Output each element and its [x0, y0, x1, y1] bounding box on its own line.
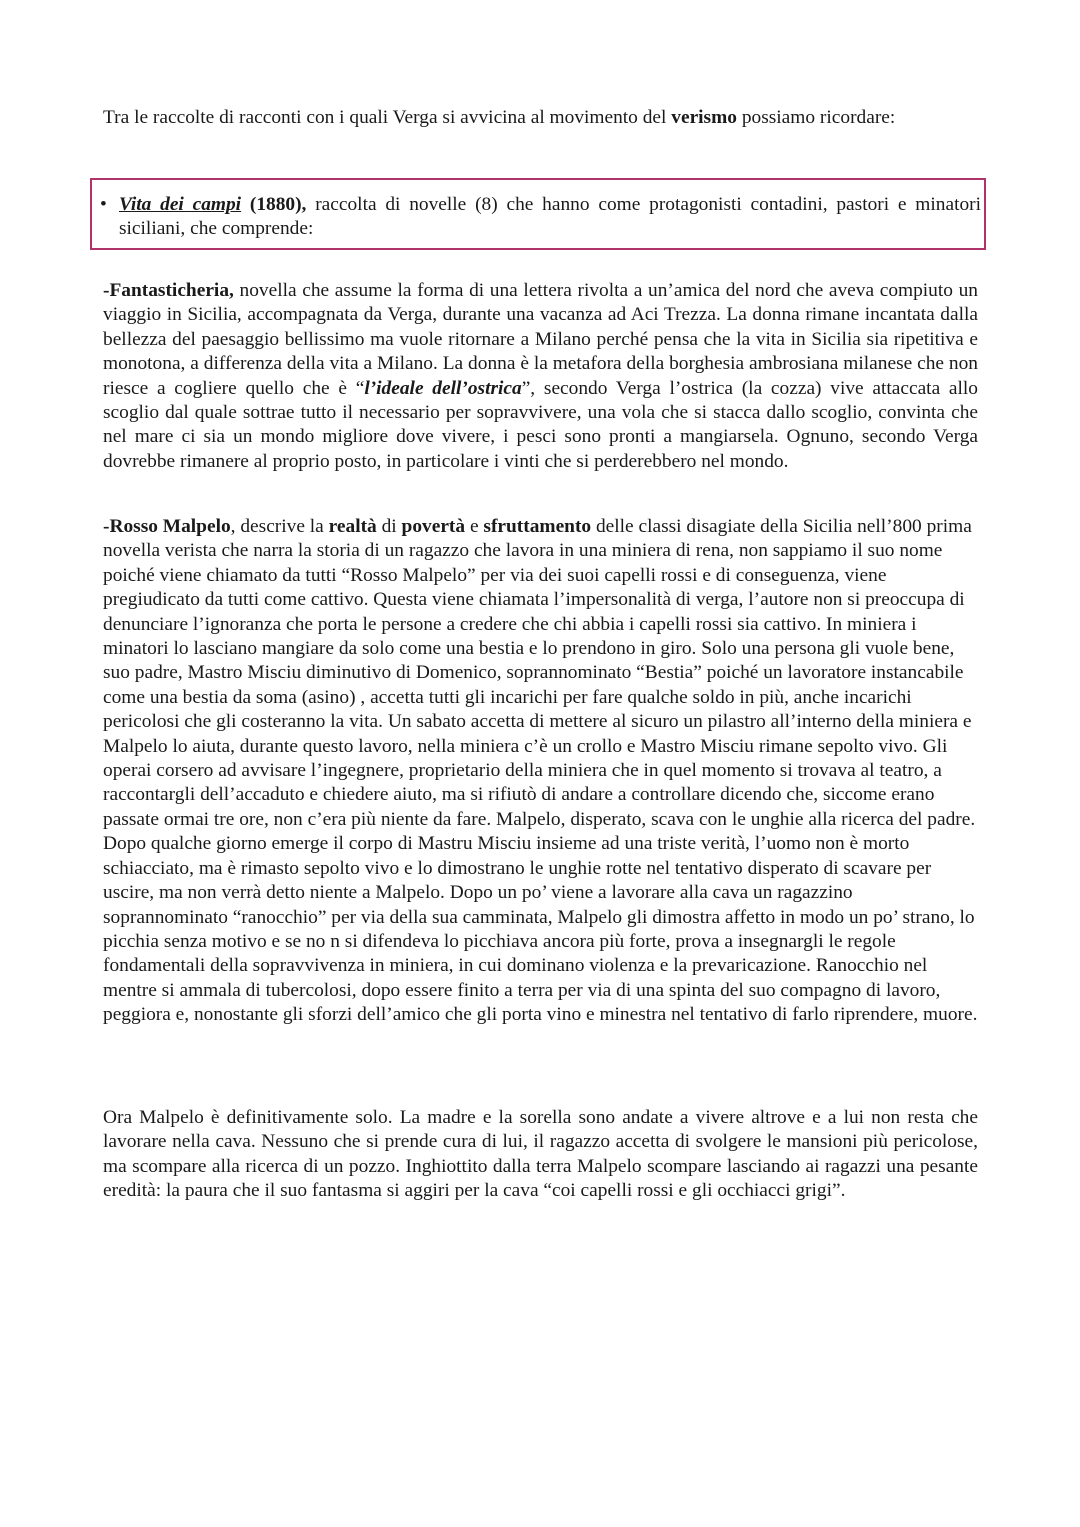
rosso-t2: di — [376, 516, 402, 537]
vita-dei-campi-box — [90, 178, 986, 250]
rosso-t3: e — [465, 516, 484, 537]
intro-text-pre: Tra le raccolte di racconti con i quali Verga si avvicina al movimento del — [103, 107, 672, 128]
bullet-icon: • — [100, 194, 107, 215]
fantasticheria-text-2: ”, secondo Verga l’ostrica (la cozza) vive attaccata allo scoglio dal quale sottrae tutto il necessario per sopravvivere, una vola che si stacca dallo scoglio, convinta che nel mare ci sia un mondo migliore dove vivere, i pesci sono pronti a mangiarsela. Ognuno, secondo Verga dovrebbe rimanere al proprio posto, in particolare i vinti che si perderebbero nel mondo. — [103, 377, 979, 472]
fantasticheria-text-1: novella che assume la forma di una lettera rivolta a un’amica del nord che aveva compiuto un viaggio in Sicilia, accompagnata da Verga, durante una vacanza ad Aci Trezza. La donna rimane incantata dalla bellezza del paesaggio bellissimo ma vuole ritornare a Milano perché pensa che la vita in Sicilia sia ripetitiva e monotona, a differenza della vita a Milano. La donna è la metafora della borghesia ambrosiana milanese che non riesce a cogliere quello che è “ — [103, 280, 978, 399]
rosso-t1: , descrive la — [230, 516, 329, 537]
fantasticheria-paragraph — [103, 279, 978, 474]
rosso-t4: delle classi disagiate della Sicilia nell’800 prima novella verista che narra la storia di un ragazzo che lavora in una miniera di rena, non sappiamo il suo nome poiché viene chiamato da tutti “Rosso Malpelo” per via dei suoi capelli rossi e di conseguenza, viene pregiudicato da tutti come cattivo. Questa viene chiamata l’impersonalità di verga, l’autore non si preoccupa di denunciare l’ignoranza che porta le persone a credere che chi abbia i capelli rossi sia cattivo. In miniera i minatori lo lasciano mangiare da solo come una bestia e lo prendono in giro. Solo una persona gli vuole bene, suo padre, Mastro Misciu diminutivo di Domenico, soprannominato “Bestia” poiché un lavoratore instancabile come una bestia da soma (asino) , accetta tutti gli incarichi per fare qualche soldo in più, anche incarichi pericolosi che gli costeranno la vita. Un sabato accetta di mettere al sicuro un pilastro all’interno della miniera e Malpelo lo aiuta, durante questo lavoro, nella miniera c’è un crollo e Mastro Misciu rimane sepolto vivo. Gli operai corsero ad avvisare l’ingegnere, proprietario della miniera che in quel momento si trovava al teatro, a raccontargli dell’accaduto e chiedere aiuto, ma si rifiutò di andare a controllare dicendo che, siccome erano passate ormai tre ore, non c’era più niente da fare. Malpelo, disperato, scava con le unghie alla ricerca del padre. Dopo qualche giorno emerge il corpo di Mastru Misciu insieme ad una triste verità, l’uomo non è morto schiacciato, ma è rimasto sepolto vivo e lo dimostrano le unghie rotte nel tentativo disperato di scavare per uscire, ma non verrà detto niente a Malpelo. Dopo un po’ viene a lavorare alla cava un ragazzino soprannominato “ranocchio” per via della sua camminata, Malpelo gli dimostra affetto in modo un po’ strano, lo picchia senza motivo e se no n si difendeva lo picchiava ancora più forte, prova a insegnargli le regole fondamentali della sopravvivenza in miniera, in cui dominano violenza e la prevaricazione. Ranocchio nel mentre si ammala di tubercolosi, dopo essere finito a terra per via di una spinta del suo compagno di lavoro, peggiora e, nonostante gli sforzi dell’amico che gli porta vino e minestra nel tentativo di farlo riprendere, muore. — [103, 516, 978, 1026]
vita-dei-campi-year: (1880), — [241, 194, 307, 215]
intro-paragraph — [103, 106, 978, 130]
rosso-malpelo-title: -Rosso Malpelo — [103, 516, 231, 537]
intro-verismo-bold: verismo — [671, 107, 737, 128]
vita-dei-campi-text — [119, 193, 981, 242]
intro-text-post: possiamo ricordare: — [736, 107, 896, 128]
rosso-b2: povertà — [401, 516, 466, 537]
rosso-b3: sfruttamento — [483, 516, 592, 537]
vita-dei-campi-title: Vita dei campi — [119, 194, 242, 215]
rosso-malpelo-paragraph — [103, 515, 978, 1028]
vita-dei-campi-desc: raccolta di novelle (8) che hanno come protagonisti contadini, pastori e minatori siciliani, che comprende: — [119, 194, 981, 240]
fantasticheria-title: -Fantasticheria, — [103, 280, 234, 301]
rosso-b1: realtà — [328, 516, 377, 537]
ideale-ostrica: l’ideale dell’ostrica — [364, 377, 522, 399]
ora-malpelo-paragraph: Ora Malpelo è definitivamente solo. La madre e la sorella sono andate a vivere altrove e a lui non resta che lavorare nella cava. Nessuno che si prende cura di lui, il ragazzo accetta di svolgere le mansioni più pericolose, ma scompare alla ricerca di un pozzo. Inghiottito dalla terra Malpelo scompare lasciando ai ragazzi una pesante eredità: la paura che il suo fantasma si aggiri per la cava “coi capelli rossi e gli occhiacci grigi”. — [103, 1107, 978, 1202]
